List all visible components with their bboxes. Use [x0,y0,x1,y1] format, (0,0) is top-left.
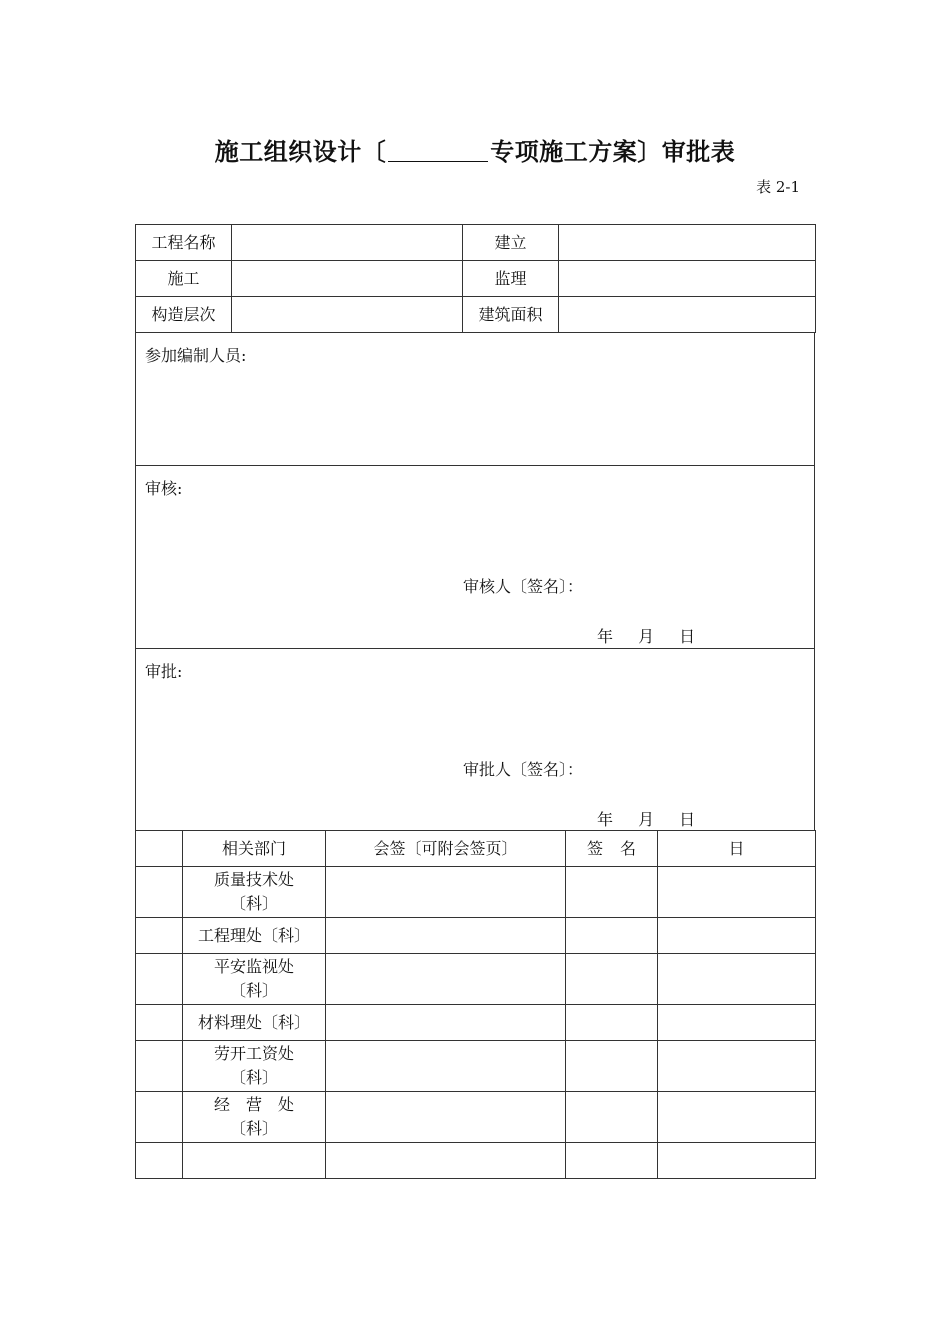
date-cell[interactable] [658,1005,816,1041]
signature-cell[interactable] [566,1041,658,1092]
info-label: 建立 [463,225,559,261]
signature-cell[interactable] [566,954,658,1005]
title-suffix: 专项施工方案〕审批表 [490,138,736,166]
row-index-cell [136,1041,183,1092]
signature-cell[interactable] [566,1005,658,1041]
construction-field[interactable] [232,261,463,297]
date-cell[interactable] [658,1143,816,1179]
department-cell[interactable] [183,1143,326,1179]
approver-signature-label: 审批人〔签名〕： [463,760,584,779]
table-row [136,1143,816,1179]
review-section[interactable] [135,465,815,649]
countersign-cell[interactable] [326,954,566,1005]
department-suffix: 〔科〕 [229,1119,278,1138]
supervision-field[interactable] [559,261,816,297]
info-row [136,297,816,333]
participants-label: 参加编制人员: [145,346,247,365]
department-name: 材料理处〔科〕 [197,1012,310,1032]
table-row [136,918,816,954]
row-index-cell [136,1005,183,1041]
info-label: 施工 [136,261,232,297]
title-blank-line[interactable] [388,139,488,162]
department-cell [183,954,326,1005]
department-cell [183,1005,326,1041]
project-name-field[interactable] [232,225,463,261]
department-suffix: 〔科〕 [229,1068,278,1087]
countersign-cell[interactable] [326,918,566,954]
signature-cell[interactable] [566,867,658,918]
approval-section[interactable] [135,648,815,831]
column-header: 相关部门 [183,831,326,867]
review-label: 审核: [145,479,183,498]
date-cell[interactable] [658,954,816,1005]
department-cell [183,1092,326,1143]
table-row [136,1005,816,1041]
department-cell [183,918,326,954]
date-cell[interactable] [658,867,816,918]
row-index-cell [136,1143,183,1179]
date-cell[interactable] [658,918,816,954]
table-row [136,867,816,918]
department-cell [183,867,326,918]
row-index-cell [136,954,183,1005]
structure-level-field[interactable] [232,297,463,333]
department-name: 工程理处〔科〕 [197,925,310,945]
department-suffix: 〔科〕 [229,894,278,913]
row-index-cell [136,1092,183,1143]
table-row [136,1041,816,1092]
countersign-cell[interactable] [326,867,566,918]
countersign-table [135,830,816,1179]
info-label: 构造层次 [136,297,232,333]
approval-date-label: 年 月 日 [597,810,696,829]
countersign-header-row [136,831,816,867]
review-date-label: 年 月 日 [597,627,696,646]
column-header [136,831,183,867]
row-index-cell [136,867,183,918]
column-header: 日 [658,831,816,867]
table-row [136,1092,816,1143]
signature-cell[interactable] [566,918,658,954]
builder-field[interactable] [559,225,816,261]
countersign-cell[interactable] [326,1143,566,1179]
reviewer-signature-label: 审核人〔签名〕： [463,577,584,596]
column-header: 签 名 [566,831,658,867]
info-label: 监理 [463,261,559,297]
title-prefix: 施工组织设计〔 [214,138,387,166]
info-row [136,261,816,297]
table-number: 表 2-1 [756,178,800,196]
info-label: 工程名称 [136,225,232,261]
department-name: 质量技术处 [213,870,294,889]
date-cell[interactable] [658,1041,816,1092]
approval-label: 审批: [145,662,183,681]
signature-cell[interactable] [566,1143,658,1179]
project-info-table [135,224,816,333]
page-title [0,132,950,167]
signature-cell[interactable] [566,1092,658,1143]
department-name: 经 营 处 [213,1095,294,1114]
department-name: 平安监视处 [213,957,294,976]
date-cell[interactable] [658,1092,816,1143]
department-cell [183,1041,326,1092]
participants-section[interactable] [135,332,815,466]
info-label: 建筑面积 [463,297,559,333]
row-index-cell [136,918,183,954]
column-header: 会签〔可附会签页〕 [326,831,566,867]
table-row [136,954,816,1005]
countersign-cell[interactable] [326,1005,566,1041]
countersign-cell[interactable] [326,1041,566,1092]
department-suffix: 〔科〕 [229,981,278,1000]
building-area-field[interactable] [559,297,816,333]
department-name: 劳开工资处 [213,1044,294,1063]
countersign-cell[interactable] [326,1092,566,1143]
info-row [136,225,816,261]
